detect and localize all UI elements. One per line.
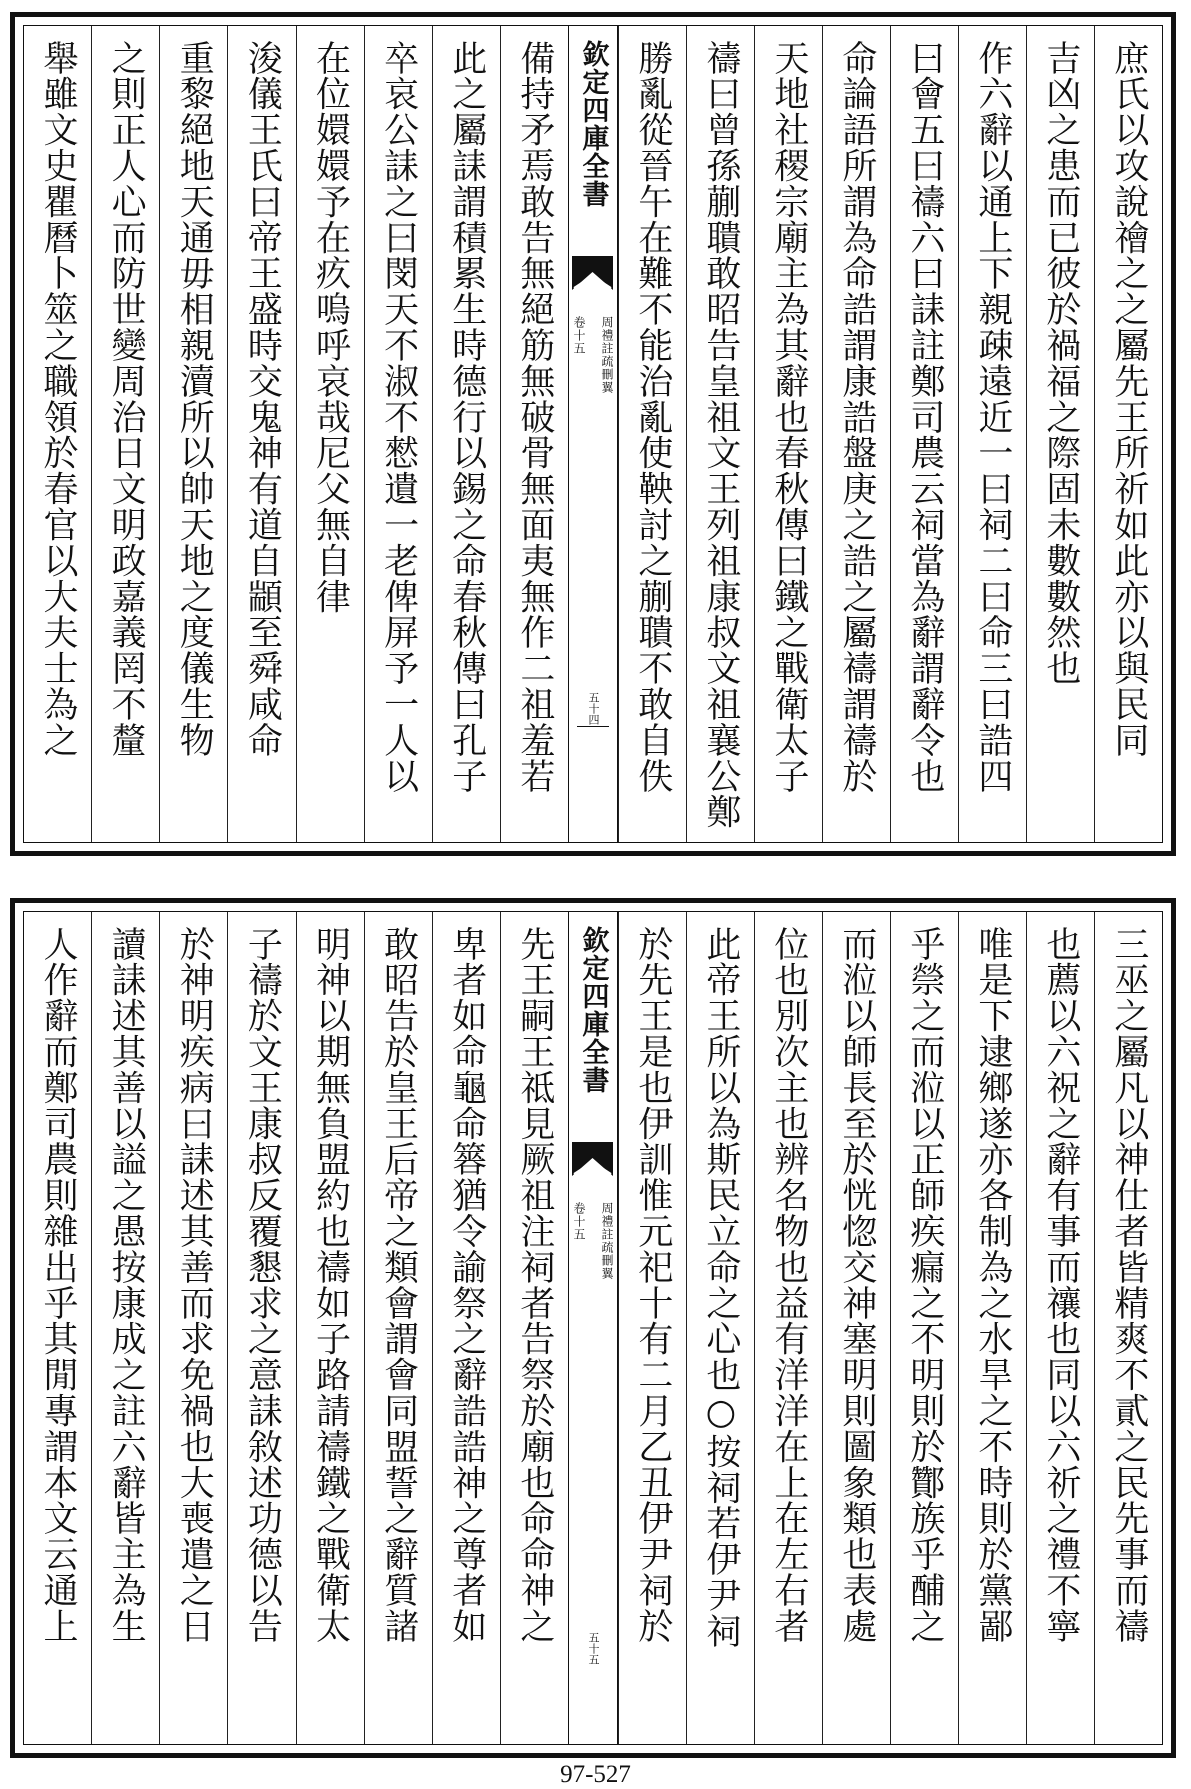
text-column [1026,912,1094,1744]
column-text: 唯是下逮鄉遂亦各制為之水旱之不時則於黨鄙 [972,926,1013,1644]
center-divider [577,726,609,727]
text-column [432,26,500,842]
text-column [754,26,822,842]
text-column [227,912,295,1744]
column-text: 乎禜之而涖以正師疾瘺之不明則於酇族乎酺之 [904,926,945,1644]
top-left-half [24,26,568,842]
text-column [159,26,227,842]
column-text: 命論語所謂為命誥謂康誥盤庚之誥之屬禱謂禱於 [836,40,877,794]
text-column [296,912,364,1744]
column-text: 三巫之屬凡以神仕者皆精爽不貳之民先事而禱 [1108,926,1149,1644]
text-column [686,912,754,1744]
top-page [10,12,1176,856]
text-column [91,912,159,1744]
column-text: 此帝王所以為斯民立命之心也○按祠若伊尹祠 [700,926,741,1649]
column-text: 先王嗣王祗見厥祖注祠者告祭於廟也命命神之 [514,926,555,1644]
text-column [364,912,432,1744]
column-text: 明神以期無負盟約也禱如子路請禱鐵之戰衛太 [310,926,351,1644]
text-column [890,912,958,1744]
text-column [364,26,432,842]
column-text: 吉凶之患而已彼於禍福之際固未數數然也 [1040,40,1081,687]
volume-label: 卷十五 [572,1202,586,1241]
center-subtitle [573,316,613,394]
text-column [159,912,227,1744]
text-column [822,26,890,842]
text-column [24,912,91,1744]
column-text: 於先王是也伊訓惟元祀十有二月乙丑伊尹祠於 [632,926,673,1644]
column-text: 天地社稷宗廟主為其辭也春秋傳曰鐵之戰衛太子 [768,40,809,794]
fishtail-mark-icon [572,1142,613,1180]
text-column [754,912,822,1744]
top-page-frame [23,25,1163,843]
book-title: 周禮註疏刪翼 [600,1202,614,1280]
column-text: 浚儀王氏曰帝王盛時交鬼神有道自顓至舜咸命 [242,40,283,758]
column-text: 作六辭以通上下親疎遠近一曰祠二曰命三曰誥四 [972,40,1013,794]
top-right-half [618,26,1162,842]
column-text: 卒哀公誄之曰閔天不淑不憖遺一老俾屏予一人以 [378,40,419,794]
column-text: 也薦以六祝之辭有事而禳也同以六祈之禮不寧 [1040,926,1081,1644]
column-text: 於神明疾病曰誄述其善而求免禍也大喪遣之日 [174,926,215,1644]
text-column [958,26,1026,842]
volume-label: 卷十五 [572,316,586,355]
column-text: 讀誄述其善以謚之愚按康成之註六辭皆主為生 [106,926,147,1644]
text-column [618,912,686,1744]
center-fold-strip [568,912,618,1744]
bottom-page [10,898,1176,1758]
column-text: 在位嬛嬛予在疚嗚呼哀哉尼父無自律 [310,40,351,615]
book-title: 周禮註疏刪翼 [600,316,614,394]
bottom-right-half [618,912,1162,1744]
bottom-page-frame [23,911,1163,1745]
text-column [1094,912,1162,1744]
text-column [890,26,958,842]
text-column [227,26,295,842]
text-column [1094,26,1162,842]
column-text: 勝亂從晉午在難不能治亂使鞅討之蒯聵不敢自佚 [632,40,673,794]
text-column [822,912,890,1744]
column-text: 敢昭告於皇王后帝之類會謂會同盟誓之辭質諸 [378,926,419,1644]
column-text: 此之屬誄謂積累生時德行以錫之命春秋傳曰孔子 [446,40,487,794]
column-text: 曰會五曰禱六曰誄註鄭司農云祠當為辭謂辭令也 [904,40,945,794]
text-column [91,26,159,842]
folio-number: 五十五 [587,1632,600,1665]
text-column [24,26,91,842]
column-text: 子禱於文王康叔反覆懇求之意誄敘述功德以告 [242,926,283,1644]
text-column [958,912,1026,1744]
text-column [432,912,500,1744]
text-column [618,26,686,842]
text-column [1026,26,1094,842]
column-text: 之則正人心而防世變周治日文明政嘉義罔不釐 [106,40,147,758]
volume-page-number: 97-527 [560,1761,631,1788]
text-column [296,26,364,842]
text-column [686,26,754,842]
column-text: 卑者如命龜命簭猶令諭祭之辭誥誥神之尊者如 [446,926,487,1644]
column-text: 庶氏以攻說禬之之屬先王所祈如此亦以與民同 [1108,40,1149,758]
text-column [500,26,568,842]
center-fold-strip [568,26,618,842]
column-text: 重黎絕地天通毋相親瀆所以帥天地之度儀生物 [174,40,215,758]
column-text: 人作辭而鄭司農則雜出乎其閒專謂本文云通上 [37,926,78,1644]
column-text: 備持矛焉敢告無絕筋無破骨無面夷無作二祖羞若 [514,40,555,794]
bottom-left-half [24,912,568,1744]
text-column [500,912,568,1744]
column-text: 舉雖文史瞿曆卜筮之職領於春官以大夫士為之 [37,40,78,758]
column-text: 禱曰曾孫蒯聵敢昭告皇祖文王列祖康叔文祖襄公鄭 [700,40,741,830]
center-subtitle [573,1202,613,1280]
column-text: 位也別次主也辨名物也益有洋洋在上在左右者 [768,926,809,1644]
center-title: 欽定四庫全書 [577,40,609,208]
center-title: 欽定四庫全書 [577,926,609,1094]
fishtail-mark-icon [572,256,613,294]
column-text: 而涖以師長至於恍惚交神塞明則圖象類也表處 [836,926,877,1644]
folio-number: 五十四 [587,692,600,725]
